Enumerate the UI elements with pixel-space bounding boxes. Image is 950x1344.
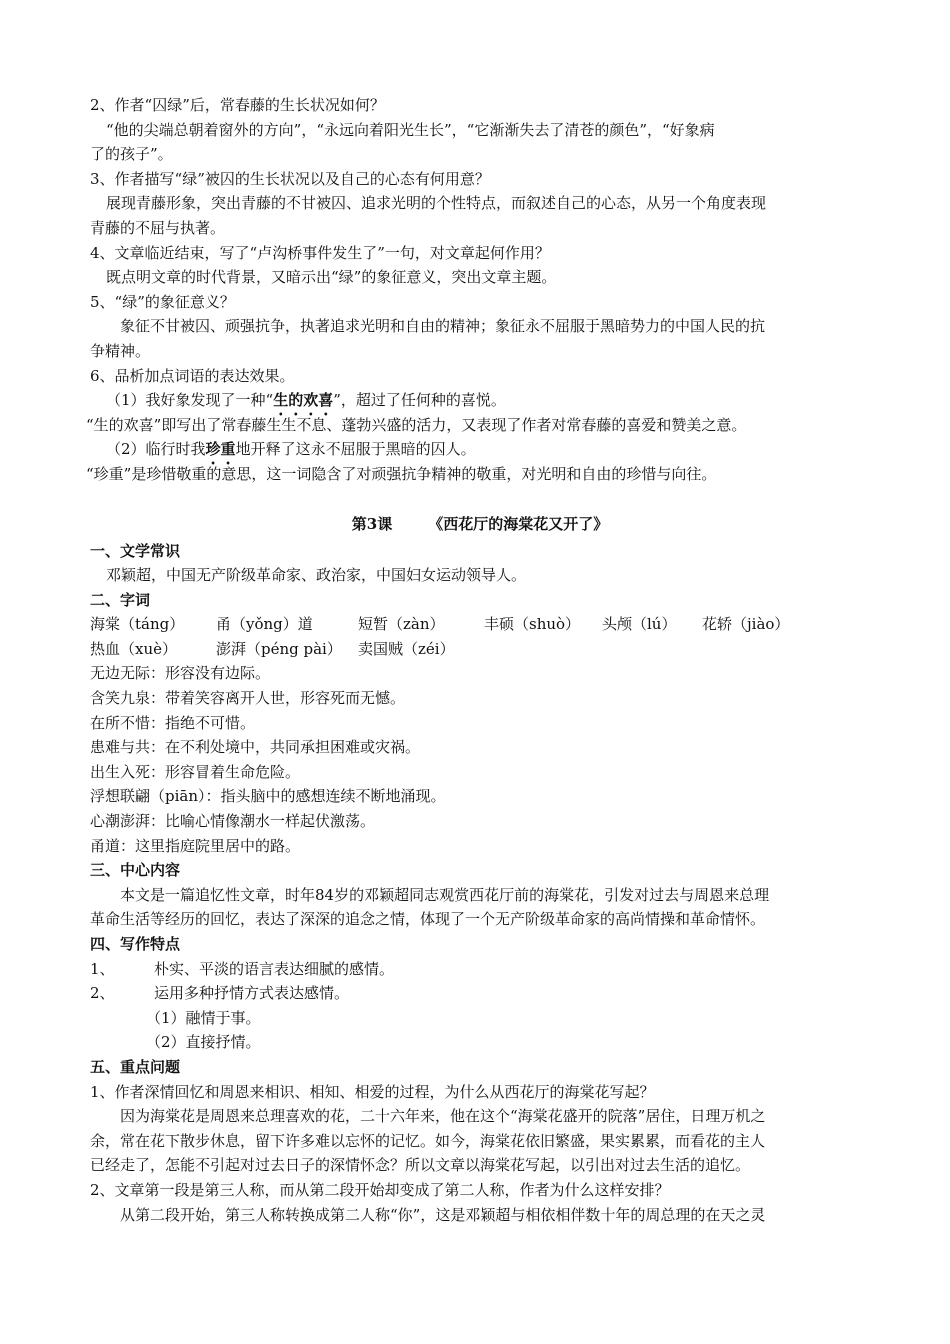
answer-2-line-1: “他的尖端总朝着窗外的方向”，“永远向着阳光生长”，“它渐渐失去了清苍的颜色”，“好象病 [106, 120, 715, 139]
definition: 在所不惜：指绝不可惜。 [90, 713, 256, 732]
answer-3-line-1: 展现青藤形象，突出青藤的不甘被囚、追求光明的个性特点，而叙述自己的心态，从另一个角度表现 [106, 194, 767, 213]
vocab-item: 澎湃（péng pài） [216, 639, 342, 658]
vocab-item: 甬（yǒng）道 [216, 615, 313, 634]
answer-5-line-2: 争精神。 [90, 341, 151, 360]
definition: 含笑九泉：带着笑容离开人世，形容死而无憾。 [90, 689, 406, 708]
lesson-title [90, 509, 870, 539]
sentence-2-dotted-word: 珍重 [205, 440, 236, 459]
sentence-2 [90, 437, 870, 462]
question-2: 2、作者“囚绿”后，常春藤的生长状况如何？ [90, 96, 385, 114]
heading-vocabulary: 二、字词 [90, 590, 151, 609]
answer-5-line-1: 象征不甘被囚、顽强抗争，执著追求光明和自由的精神；象征永不屈服于黑暗势力的中国人民的抗 [120, 317, 766, 336]
vocab-row-1 [90, 612, 870, 637]
question-6: 6、品析加点词语的表达效果。 [90, 366, 295, 385]
sentence-1-post: ”，超过了任何种的喜悦。 [333, 391, 506, 410]
feature-2a: （1）融情于事。 [146, 1008, 261, 1027]
definition: 甬道：这里指庭院里居中的路。 [90, 836, 301, 855]
sentence-2-answer: “珍重”是珍惜敬重的意思，这一词隐含了对顽强抗争精神的敬重，对光明和自由的珍惜与向往。 [86, 464, 717, 483]
vocab-item: 丰硕（shuò） [484, 615, 581, 634]
definition: 患难与共：在不利处境中，共同承担困难或灾祸。 [90, 738, 421, 757]
answer-3-line-2: 青藤的不屈与执著。 [90, 218, 226, 237]
sentence-2-pre: （2）临行时我 [106, 440, 206, 459]
sentence-2-post: 地开释了这永不屈服于黑暗的囚人。 [235, 440, 476, 459]
sentence-1 [90, 388, 870, 413]
key-question-1: 1、作者深情回忆和周恩来相识、相知、相爱的过程，为什么从西花厅的海棠花写起？ [90, 1082, 655, 1101]
feature-1 [90, 957, 870, 982]
vocab-row-2 [90, 637, 870, 662]
heading-key-questions: 五、重点问题 [90, 1057, 181, 1076]
key-question-2: 2、文章第一段是第三人称，而从第二段开始却变成了第二人称，作者为什么这样安排？ [90, 1180, 670, 1199]
question-4: 4、文章临近结束，写了“卢沟桥事件发生了”一句，对文章起何作用？ [90, 243, 550, 262]
document-page [86, 93, 870, 1227]
vocab-item: 海棠（táng） [90, 615, 185, 634]
answer-2-line-2: 了的孩子”。 [90, 145, 173, 164]
heading-literary-knowledge: 一、文学常识 [90, 541, 181, 560]
sentence-1-dotted-word: 生的欢喜 [273, 391, 334, 410]
feature-1-number: 1、 [90, 959, 115, 978]
feature-2 [90, 981, 870, 1006]
sentence-1-pre: （1）我好象发现了一种“ [106, 391, 274, 410]
key-answer-1-line-1: 因为海棠花是周恩来总理喜欢的花，二十六年来，他在这个“海棠花盛开的院落”居住，日理万机之 [120, 1107, 766, 1126]
vocab-item: 头颅（lú） [602, 615, 677, 634]
feature-2-number: 2、 [90, 984, 115, 1003]
vocab-item: 短暂（zàn） [358, 615, 445, 634]
vocab-item: 热血（xuè） [90, 639, 177, 658]
heading-central-content: 三、中心内容 [90, 861, 181, 880]
definition: 出生入死：形容冒着生命危险。 [90, 762, 301, 781]
feature-1-text: 朴实、平淡的语言表达细腻的感情。 [154, 959, 395, 978]
question-5: 5、“绿”的象征意义？ [90, 292, 235, 311]
central-content-line-2: 革命生活等经历的回忆，表达了深深的追念之情，体现了一个无产阶级革命家的高尚情操和革命情怀。 [90, 910, 766, 929]
definition: 心潮澎湃：比喻心情像潮水一样起伏激荡。 [90, 812, 376, 831]
lesson-name: 《西花厅的海棠花又开了》 [428, 514, 609, 533]
central-content-line-1: 本文是一篇追忆性文章，时年84岁的邓颖超同志观赏西花厅前的海棠花，引发对过去与周恩来总理 [120, 885, 770, 904]
key-answer-2-line-1: 从第二段开始，第三人称转换成第二人称“你”，这是邓颖超与相依相伴数十年的周总理的在天之灵 [120, 1205, 766, 1224]
key-answer-1-line-2: 余，常在花下散步休息，留下许多难以忘怀的记忆。如今，海棠花依旧繁盛，果实累累，而看花的主人 [90, 1131, 766, 1150]
feature-2-text: 运用多种抒情方式表达感情。 [154, 984, 350, 1003]
sentence-1-answer: “生的欢喜”即写出了常春藤生生不息、蓬勃兴盛的活力，又表现了作者对常春藤的喜爱和赞美之意。 [86, 415, 747, 434]
literary-knowledge-text: 邓颖超，中国无产阶级革命家、政治家，中国妇女运动领导人。 [106, 566, 527, 585]
answer-4: 既点明文章的时代背景，又暗示出“绿”的象征意义，突出文章主题。 [106, 268, 557, 287]
lesson-number: 第3课 [351, 514, 393, 533]
definition: 浮想联翩（piān）：指头脑中的感想连续不断地涌现。 [90, 787, 446, 806]
heading-writing-features: 四、写作特点 [90, 935, 181, 953]
feature-2b: （2）直接抒情。 [146, 1033, 261, 1052]
question-3: 3、作者描写“绿”被囚的生长状况以及自己的心态有何用意？ [90, 169, 490, 188]
vocab-item: 卖国贼（zéi） [358, 639, 455, 658]
key-answer-1-line-3: 已经走了，怎能不引起对过去日子的深情怀念？所以文章以海棠花写起，以引出对过去生活的追忆。 [90, 1156, 751, 1175]
vocab-item: 花轿（jiào） [702, 615, 790, 634]
definition: 无边无际：形容没有边际。 [90, 664, 271, 683]
